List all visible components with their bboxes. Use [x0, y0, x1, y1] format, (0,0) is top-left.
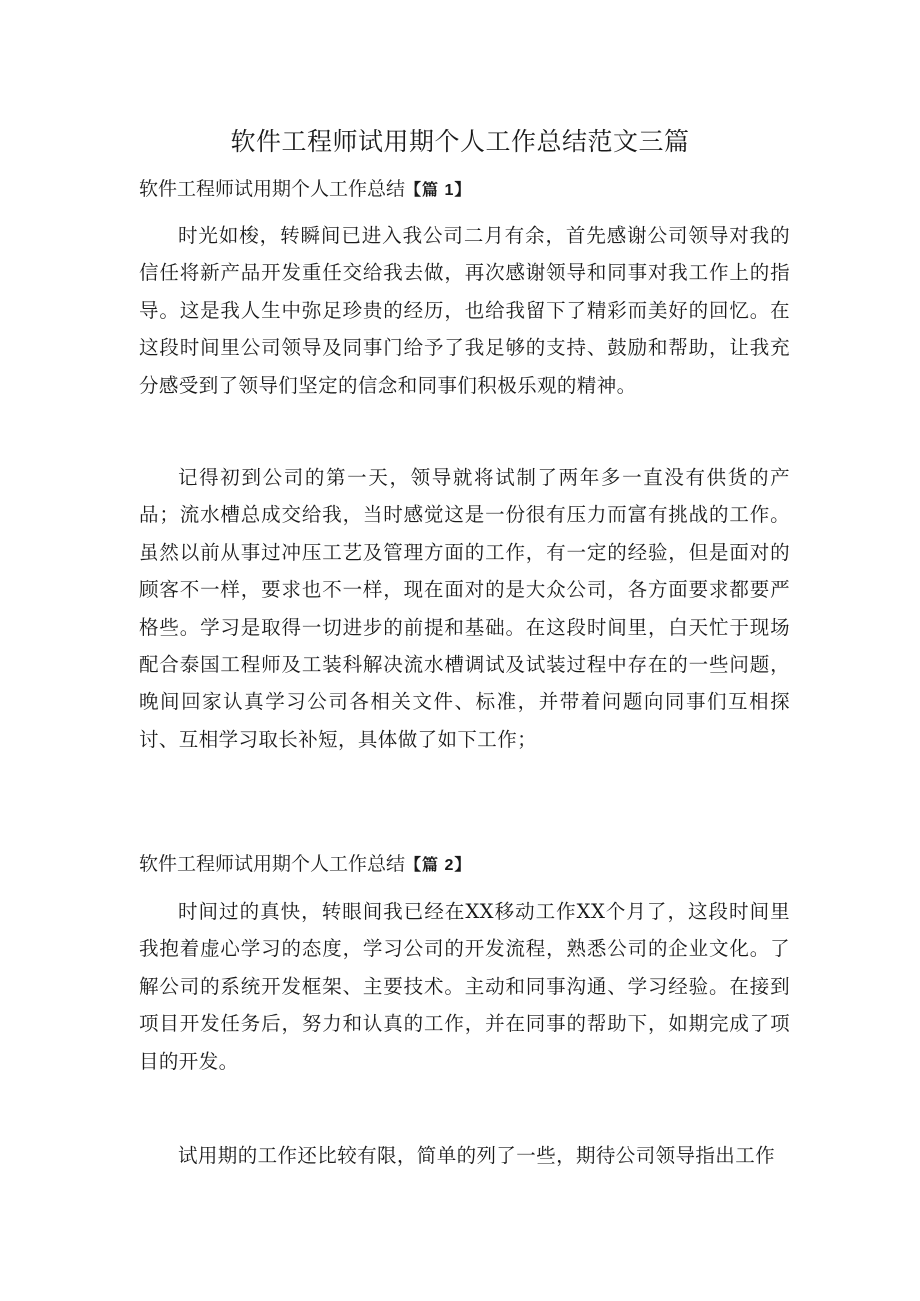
section-heading-text: 软件工程师试用期个人工作总结: [139, 178, 406, 200]
paragraph: 记得初到公司的第一天，领导就将试制了两年多一直没有供货的产品；流水槽总成交给我，当时感觉这是一份很有压力而富有挑战的工作。虽然以前从事过冲压工艺及管理方面的工作，有一定的经验，但是面对的顾客不一样，要求也不一样，现在面对的是大众公司，各方面要求都要严格些。学习是取得一切进步的前提和基础。在这段时间里，白天忙于现场配合泰国工程师及工装科解决流水槽调试及试装过程中存在的一些问题，晚间回家认真学习公司各相关文件、标准，并带着问题向同事们互相探讨、互相学习取长补短，具体做了如下工作；: [139, 466, 790, 751]
section-heading-1: [139, 174, 471, 201]
section-heading-2: [139, 849, 471, 876]
paragraph: 时间过的真快，转眼间我已经在XX移动工作XX个月了，这段时间里我抱着虚心学习的态度，学习公司的开发流程，熟悉公司的企业文化。了解公司的系统开发框架、主要技术。主动和同事沟通、学习经验。在接到项目开发任务后，努力和认真的工作，并在同事的帮助下，如期完成了项目的开发。: [139, 900, 790, 1073]
document-title: 软件工程师试用期个人工作总结范文三篇: [230, 127, 690, 156]
paragraph: 时光如梭，转瞬间已进入我公司二月有余，首先感谢公司领导对我的信任将新产品开发重任交给我去做，再次感谢领导和同事对我工作上的指导。这是我人生中弥足珍贵的经历，也给我留下了精彩而美好的回忆。在这段时间里公司领导及同事门给予了我足够的支持、鼓励和帮助，让我充分感受到了领导们坚定的信念和同事们积极乐观的精神。: [139, 224, 790, 397]
section-tag: 【篇 2】: [405, 857, 472, 874]
section-tag: 【篇 1】: [405, 182, 472, 199]
section-heading-text: 软件工程师试用期个人工作总结: [139, 853, 406, 875]
paragraph: 试用期的工作还比较有限，简单的列了一些，期待公司领导指出工作: [178, 1144, 776, 1167]
